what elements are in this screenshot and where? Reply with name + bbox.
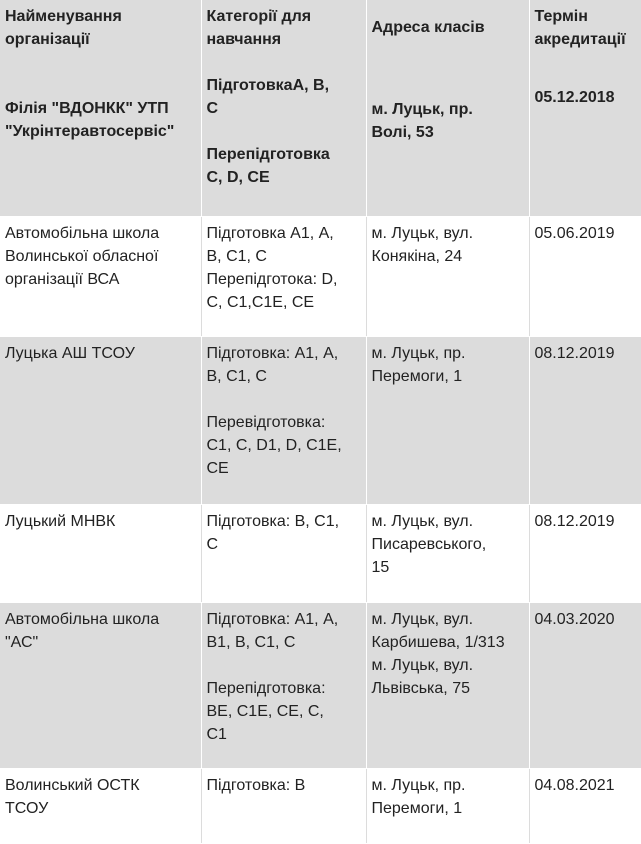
address-text: м. Луцьк, вул. bbox=[371, 224, 474, 242]
address-text: Писаревського, bbox=[371, 535, 487, 553]
categories-text: Перевідготовка: bbox=[206, 413, 326, 431]
header-org-label: організації bbox=[5, 31, 90, 48]
address-cell bbox=[366, 0, 529, 216]
date-cell bbox=[529, 504, 641, 602]
address-text: м. Луцьк, пр. bbox=[371, 101, 473, 118]
categories-text: Підготовка: В bbox=[206, 776, 306, 794]
categories-text: С bbox=[206, 100, 219, 117]
header-org-label: Найменування bbox=[5, 8, 122, 25]
header-term-label: акредитації bbox=[534, 31, 626, 48]
categories-text: В, С1, С bbox=[206, 247, 267, 265]
categories-text: Перепідготовка bbox=[206, 146, 330, 163]
categories-text: Перепідготока: D, bbox=[206, 270, 338, 288]
categories-text: CE bbox=[206, 459, 229, 477]
org-name: Волинської обласної bbox=[5, 247, 159, 265]
org-cell bbox=[0, 216, 201, 336]
date-cell bbox=[529, 602, 641, 768]
categories-text: С1, С, D1, D, C1E, bbox=[206, 436, 342, 454]
date-cell bbox=[529, 768, 641, 843]
org-name: Луцька АШ ТСОУ bbox=[5, 344, 135, 362]
address-cell bbox=[366, 336, 529, 504]
accreditation-date: 04.03.2020 bbox=[534, 610, 615, 628]
categories-text: ПідготовкаА, В, bbox=[206, 77, 330, 94]
accreditation-date: 04.08.2021 bbox=[534, 776, 615, 794]
org-name: Волинський ОСТК bbox=[5, 776, 140, 794]
address-text: м. Луцьк, вул. bbox=[371, 610, 474, 628]
org-name: Автомобільна школа bbox=[5, 610, 160, 628]
address-text: м. Луцьк, вул. bbox=[371, 512, 474, 530]
address-text: Перемоги, 1 bbox=[371, 799, 463, 817]
org-name: "АС" bbox=[5, 633, 39, 651]
address-cell bbox=[366, 768, 529, 843]
org-cell bbox=[0, 0, 201, 216]
categories-text: С1 bbox=[206, 725, 227, 743]
header-row bbox=[0, 0, 641, 216]
categories-text: Підготовка: В, С1, bbox=[206, 512, 340, 530]
org-name: Автомобільна школа bbox=[5, 224, 160, 242]
categories-cell bbox=[201, 602, 366, 768]
org-name: організації ВСА bbox=[5, 270, 120, 288]
org-name: "Укрінтеравтосервіс" bbox=[5, 123, 175, 140]
categories-cell bbox=[201, 504, 366, 602]
address-text: Конякіна, 24 bbox=[371, 247, 463, 265]
accreditation-date: 08.12.2019 bbox=[534, 512, 615, 530]
date-cell bbox=[529, 216, 641, 336]
org-cell bbox=[0, 336, 201, 504]
address-text: 15 bbox=[371, 558, 390, 576]
categories-text: Підготовка: А1, А, bbox=[206, 610, 339, 628]
address-text: Карбишева, 1/313 bbox=[371, 633, 505, 651]
header-address-label: Адреса класів bbox=[371, 19, 485, 36]
address-cell bbox=[366, 216, 529, 336]
org-cell bbox=[0, 602, 201, 768]
accreditation-date: 08.12.2019 bbox=[534, 344, 615, 362]
org-name: Луцький МНВК bbox=[5, 512, 116, 530]
header-term-label: Термін bbox=[534, 8, 588, 25]
address-cell bbox=[366, 504, 529, 602]
org-cell bbox=[0, 504, 201, 602]
org-cell bbox=[0, 768, 201, 843]
categories-text: С, D, СЕ bbox=[206, 169, 270, 186]
categories-text: Підготовка А1, А, bbox=[206, 224, 334, 242]
categories-text: С bbox=[206, 535, 219, 553]
categories-cell bbox=[201, 0, 366, 216]
table-row bbox=[0, 216, 641, 336]
categories-cell bbox=[201, 216, 366, 336]
table-row bbox=[0, 336, 641, 504]
table-row bbox=[0, 602, 641, 768]
date-cell bbox=[529, 0, 641, 216]
address-text: м. Луцьк, пр. bbox=[371, 776, 466, 794]
categories-cell bbox=[201, 768, 366, 843]
categories-text: C, C1,C1E, CE bbox=[206, 293, 315, 311]
accreditation-date: 05.06.2019 bbox=[534, 224, 615, 242]
address-text: м. Луцьк, вул. bbox=[371, 656, 474, 674]
address-text: Волі, 53 bbox=[371, 124, 434, 141]
address-text: Львівська, 75 bbox=[371, 679, 470, 697]
address-text: Перемоги, 1 bbox=[371, 367, 463, 385]
date-cell bbox=[529, 336, 641, 504]
address-text: м. Луцьк, пр. bbox=[371, 344, 466, 362]
categories-text: В1, В, С1, С bbox=[206, 633, 296, 651]
categories-text: Підготовка: А1, А, bbox=[206, 344, 339, 362]
table-row bbox=[0, 504, 641, 602]
categories-text: ВЕ, С1Е, СЕ, С, bbox=[206, 702, 324, 720]
table-row bbox=[0, 768, 641, 843]
categories-cell bbox=[201, 336, 366, 504]
categories-text: Перепідготовка: bbox=[206, 679, 326, 697]
categories-text: В, С1, С bbox=[206, 367, 267, 385]
org-name: Філія "ВДОНКК" УТП bbox=[5, 100, 169, 117]
header-categories-label: навчання bbox=[206, 31, 282, 48]
header-categories-label: Категорії для bbox=[206, 8, 312, 25]
address-cell bbox=[366, 602, 529, 768]
org-name: ТСОУ bbox=[5, 799, 49, 817]
accreditation-date: 05.12.2018 bbox=[534, 89, 615, 106]
